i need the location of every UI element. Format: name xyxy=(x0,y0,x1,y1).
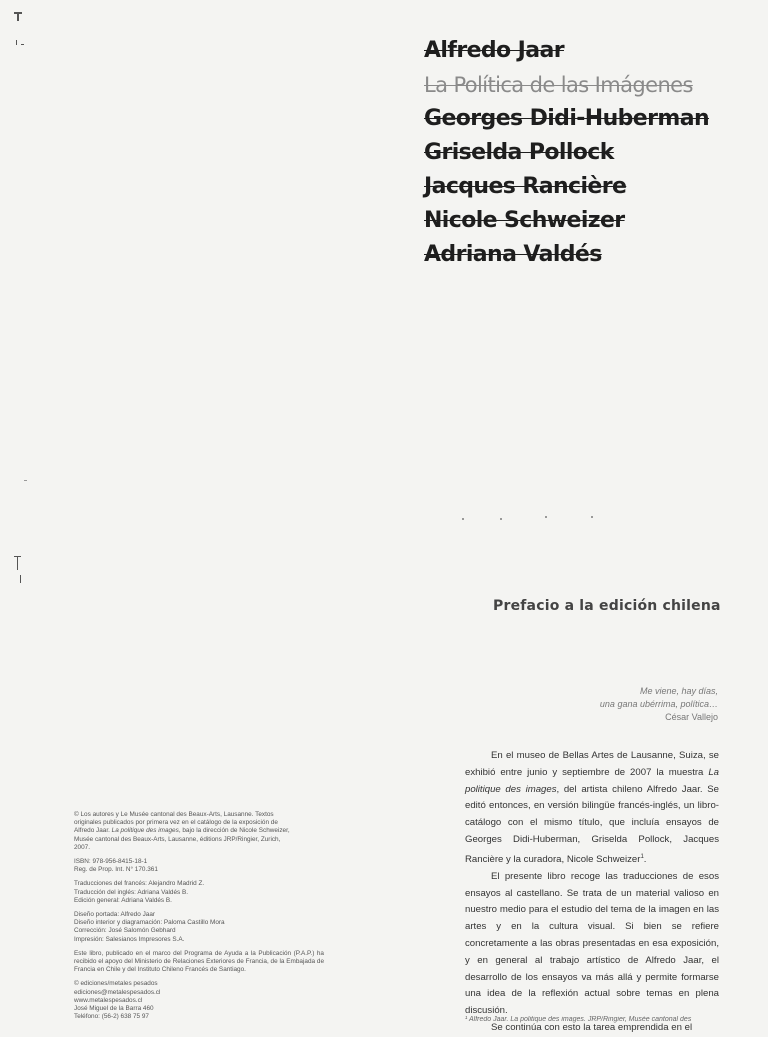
author-name: Georges Didi-Huberman xyxy=(424,106,710,131)
colophon-line: Diseño portada: Alfredo Jaar xyxy=(74,911,155,919)
epigraph-line: una gana ubérrima, política… xyxy=(599,699,718,709)
publisher-email: ediciones@metalespesados.cl xyxy=(74,988,161,996)
colophon-text: , bajo la dirección de Nicole Schweizer, xyxy=(178,827,290,835)
author-name: Adriana Valdés xyxy=(424,242,602,267)
translation-credits xyxy=(74,880,324,905)
colophon-line: Edición general: Adriana Valdés B. xyxy=(74,896,172,904)
colophon xyxy=(74,811,324,1027)
section-title: Prefacio a la edición chilena xyxy=(493,598,721,614)
author-name: Alfredo Jaar xyxy=(424,38,564,63)
colophon-line xyxy=(74,827,324,835)
epigraph xyxy=(478,685,718,724)
epigraph-line: Me viene, hay días, xyxy=(639,686,718,696)
publisher-phone: Teléfono: (56-2) 638 75 97 xyxy=(74,1013,149,1021)
publisher-address: José Miguel de la Barra 460 xyxy=(74,1005,154,1013)
paragraph-text: En el museo de Bellas Artes de Lausanne, Suiza, se exhibió entre junio y septiembre de 2007 la muestra xyxy=(465,750,719,778)
author-name: Jacques Rancière xyxy=(424,174,627,199)
paragraph xyxy=(465,748,719,869)
colophon-line: Impresión: Salesianos Impresores S.A. xyxy=(74,935,185,943)
title-page-author-list xyxy=(424,34,744,272)
colophon-line: Diseño interior y diagramación: Paloma Castillo Mora xyxy=(74,919,225,927)
work-title: La politique des images xyxy=(111,827,179,835)
colophon-line: Traducción del inglés: Adriana Valdés B. xyxy=(74,888,189,896)
work-title: La politique des images xyxy=(465,766,719,795)
footnote-marker: 1 xyxy=(640,853,644,860)
colophon-text: Alfredo Jaar. xyxy=(74,827,112,835)
support-notice: Este libro, publicado en el marco del Programa de Ayuda a la Publicación (P.A.P.) ha recibido el apoyo del Ministerio de Relaciones Exteriores de Francia, de la Embajada de Francia en Chile y del Instituto Chileno Francés de Santiago. xyxy=(74,949,324,974)
isbn: ISBN: 978-956-8415-18-1 xyxy=(74,858,148,866)
book-subtitle: La Política de las Imágenes xyxy=(424,73,693,97)
paragraph-text: , del artista chileno Alfredo Jaar. Se editó entonces, en versión bilingüe francés-inglés, un libro-catálogo con el mismo título, que incluía ensayos de Georges Didi-Huberman, Griselda Pollock, Jacques Rancière y la curadora, Nicole Schweizer xyxy=(465,783,719,865)
rights-notice xyxy=(74,811,324,852)
publisher-info xyxy=(74,980,324,1021)
paragraph: Se continúa con esto la tarea emprendida en el xyxy=(491,1021,693,1033)
footnote: ¹ Alfredo Jaar. La politique des images. JRP/Ringier, Musée cantonal des xyxy=(465,1016,692,1023)
design-credits xyxy=(74,911,324,944)
colophon-line: Corrección: José Salomón Gebhard xyxy=(74,927,176,935)
colophon-line: Musée cantonal des Beaux-Arts, Lausanne, éditions JRP/Ringier, Zurich, xyxy=(74,835,281,843)
paragraph-text: . xyxy=(643,853,647,865)
colophon-line: originales publicados por primera vez en el catálogo de la exposición de xyxy=(74,819,278,827)
colophon-line: © Los autores y Le Musée cantonal des Beaux-Arts, Lausanne. Textos xyxy=(74,811,274,818)
author-name: Nicole Schweizer xyxy=(424,208,625,233)
epigraph-author: César Vallejo xyxy=(665,712,718,722)
preface-body xyxy=(465,748,719,1037)
paragraph: El presente libro recoge las traducciones de esos ensayos al castellano. Se trata de un material valioso en nuestro medio para el estudio del tema de la imagen en las artes y en la cultura visual. Si bien se refiere concretamente a las obras presentadas en esa exposición, y en general al trabajo artístico de Alfredo Jaar, el desarrollo de los ensayos va más allá y permite formarse una idea de la reflexión actual sobre temas en plena discusión. xyxy=(465,870,719,1017)
isbn-block xyxy=(74,858,324,874)
registration-number: Reg. de Prop. Int. N° 170.361 xyxy=(74,866,158,874)
publisher-website: www.metalespesados.cl xyxy=(74,996,143,1004)
author-name: Griselda Pollock xyxy=(424,140,614,165)
colophon-line: 2007. xyxy=(74,843,90,851)
colophon-line: Traducciones del francés: Alejandro Madrid Z. xyxy=(74,880,205,888)
colophon-line: © ediciones/metales pesados xyxy=(74,980,158,988)
